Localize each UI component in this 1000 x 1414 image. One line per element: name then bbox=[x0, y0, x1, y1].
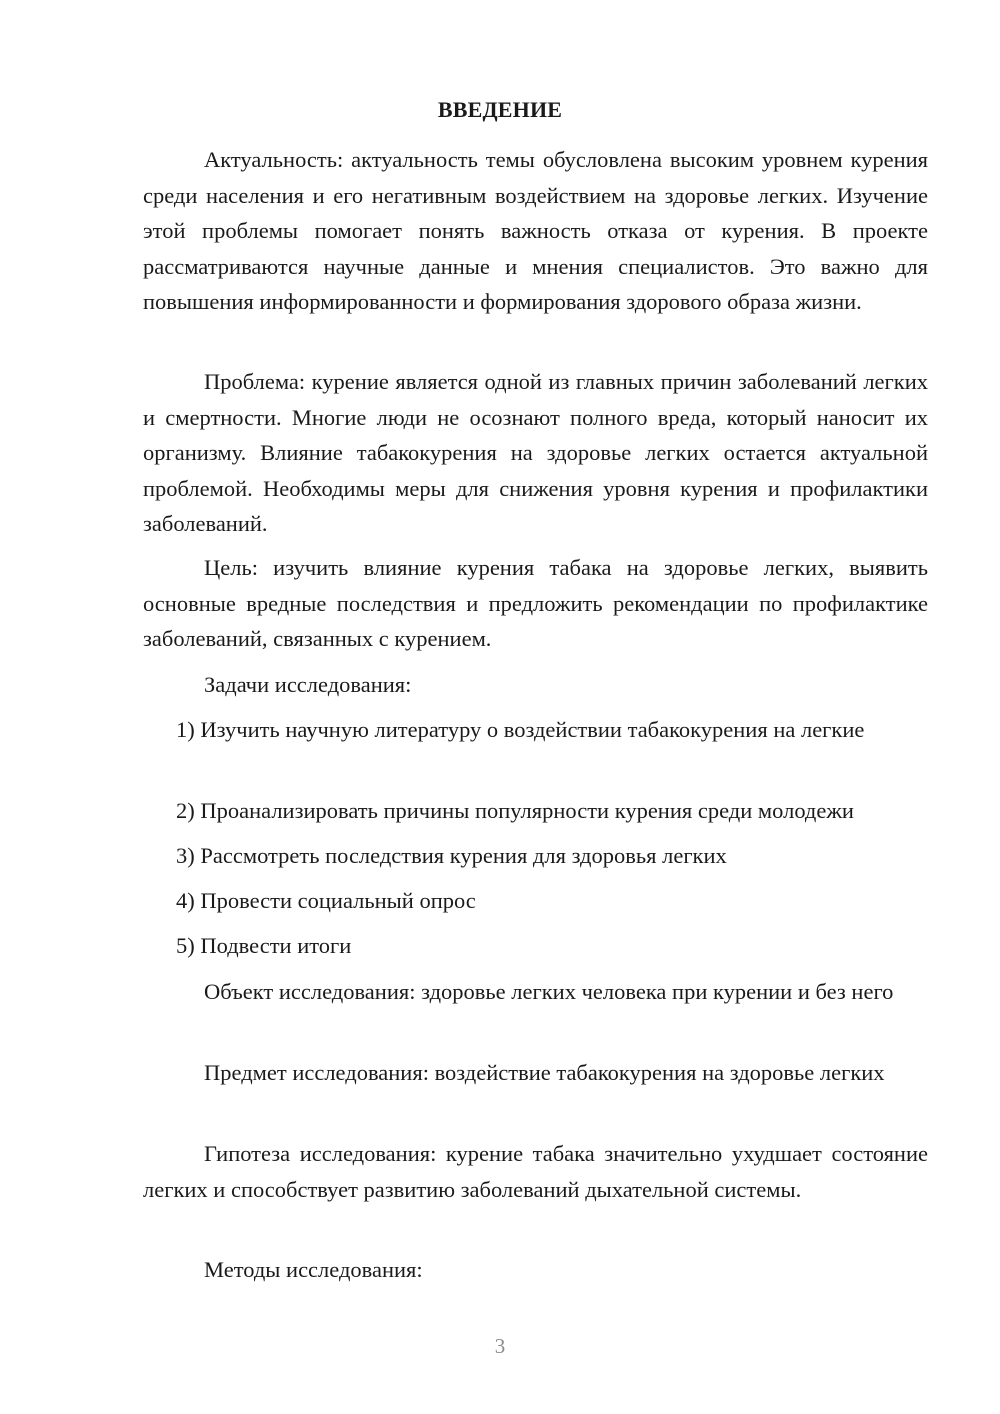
task-item-3: 3) Рассмотреть последствия курения для здоровья легких bbox=[176, 843, 727, 868]
paragraph-relevance: Актуальность: актуальность темы обусловлена высоким уровнем курения среди населения и его негативным воздействием на здоровье легких. Изучение этой проблемы помогает понять важность отказа от курения. В проекте рассматриваются научные данные и мнения специалистов. Это важно для повышения информированности и формирования здорового образа жизни. bbox=[143, 147, 928, 314]
paragraph-goal: Цель: изучить влияние курения табака на здоровье легких, выявить основные вредные последствия и предложить рекомендации по профилактике заболеваний, связанных с курением. bbox=[143, 555, 928, 651]
paragraph-subject: Предмет исследования: воздействие табакокурения на здоровье легких bbox=[204, 1060, 885, 1085]
paragraph-object: Объект исследования: здоровье легких человека при курении и без него bbox=[204, 979, 894, 1004]
methods-title: Методы исследования: bbox=[204, 1257, 423, 1282]
paragraph-hypothesis: Гипотеза исследования: курение табака значительно ухудшает состояние легких и способствует развитию заболеваний дыхательной системы. bbox=[143, 1141, 928, 1202]
task-item-1: 1) Изучить научную литературу о воздействии табакокурения на легкие bbox=[176, 717, 865, 742]
page-title: ВВЕДЕНИЕ bbox=[437, 97, 563, 122]
task-item-4: 4) Провести социальный опрос bbox=[176, 888, 476, 913]
paragraph-problem: Проблема: курение является одной из главных причин заболеваний легких и смертности. Многие люди не осознают полного вреда, который наносит их организму. Влияние табакокурения на здоровье легких остается актуальной проблемой. Необходимы меры для снижения уровня курения и профилактики заболеваний. bbox=[143, 369, 928, 536]
tasks-title: Задачи исследования: bbox=[204, 672, 412, 697]
task-item-2: 2) Проанализировать причины популярности курения среди молодежи bbox=[176, 798, 854, 823]
page-number: 3 bbox=[494, 1334, 506, 1358]
task-item-5: 5) Подвести итоги bbox=[176, 933, 352, 958]
